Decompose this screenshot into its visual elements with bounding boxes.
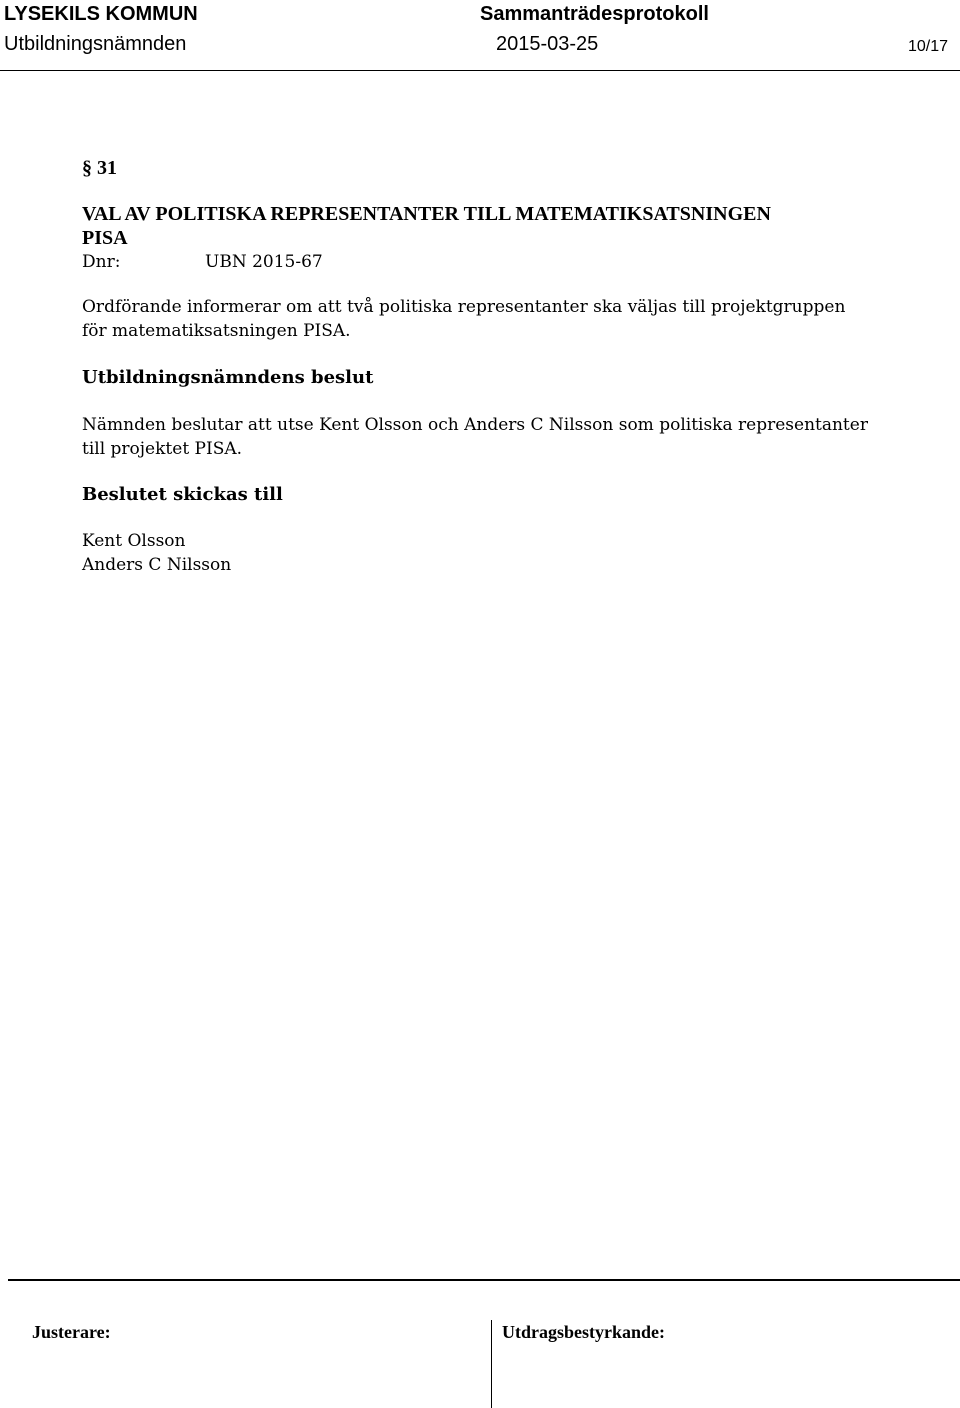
sent-to-heading: Beslutet skickas till: [82, 484, 283, 505]
committee-name: Utbildningsnämnden: [4, 33, 187, 55]
intro-text: Ordförande informerar om att två politiska representanter ska väljas till projektgruppen: [82, 297, 846, 317]
footer-column-divider: [491, 1320, 492, 1408]
organization-name: LYSEKILS KOMMUN: [4, 3, 198, 25]
page-number: 10/17: [908, 38, 949, 55]
extract-certifier-label: Utdragsbestyrkande:: [502, 1322, 666, 1342]
dnr-label: Dnr:: [82, 252, 121, 272]
decision-text: Nämnden beslutar att utse Kent Olsson och Anders C Nilsson som politiska representanter: [82, 415, 868, 435]
decision-heading: Utbildningsnämndens beslut: [82, 367, 374, 388]
intro-text-continued: för matematiksatsningen PISA.: [82, 321, 351, 341]
section-title-continued: PISA: [82, 227, 128, 249]
recipient-item: Anders C Nilsson: [82, 555, 232, 575]
meeting-date: 2015-03-25: [496, 33, 599, 55]
section-title: VAL AV POLITISKA REPRESENTANTER TILL MATEMATIKSATSNINGEN: [82, 203, 771, 225]
header-divider: [0, 70, 960, 71]
recipient-item: Kent Olsson: [82, 531, 186, 551]
paragraph-number: § 31: [82, 157, 117, 179]
decision-text-continued: till projektet PISA.: [82, 439, 243, 459]
footer-divider: [8, 1279, 960, 1281]
dnr-value: UBN 2015-67: [205, 252, 323, 272]
document-type: Sammanträdesprotokoll: [480, 3, 709, 25]
adjuster-label: Justerare:: [32, 1322, 111, 1342]
